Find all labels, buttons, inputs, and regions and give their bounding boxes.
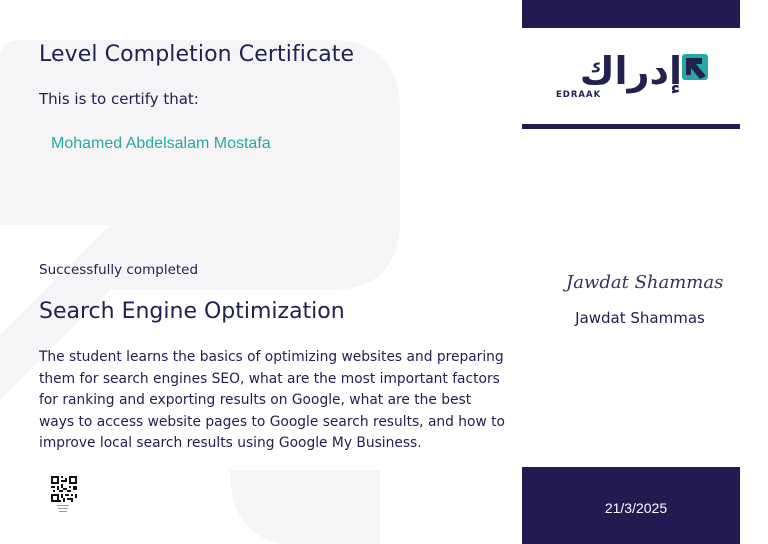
- qr-code-icon[interactable]: [51, 476, 77, 502]
- course-title: Search Engine Optimization: [39, 299, 345, 324]
- description-line: The student learns the basics of optimizing websites and preparing: [39, 349, 504, 365]
- certify-text: This is to certify that:: [39, 90, 199, 108]
- certificate-title: Level Completion Certificate: [39, 42, 355, 67]
- qr-caption: [57, 505, 69, 513]
- signer-name: Jawdat Shammas: [575, 309, 705, 327]
- course-description: [39, 347, 509, 455]
- logo-underline: [522, 124, 740, 129]
- recipient-name: Mohamed Abdelsalam Mostafa: [51, 135, 271, 152]
- svg-text:Jawdat Shammas: Jawdat Shammas: [566, 272, 724, 293]
- edraak-arrow-icon: [682, 54, 708, 80]
- completed-text: Successfully completed: [39, 262, 199, 278]
- signature: [562, 262, 724, 298]
- description-line: for ranking and exporting results on Google, what are the best: [39, 392, 472, 408]
- description-line: them for search engines SEO, what are the most important factors: [39, 370, 500, 387]
- description-line: ways to access website pages to Google search results, and how to: [39, 413, 505, 430]
- logo-arabic-text: إدراك: [579, 49, 682, 93]
- description-line: improve local search results using Google My Business.: [39, 435, 422, 451]
- issue-date: 21/3/2025: [604, 500, 668, 516]
- logo-latin-text: EDRAAK: [556, 90, 602, 100]
- top-band: [522, 0, 740, 28]
